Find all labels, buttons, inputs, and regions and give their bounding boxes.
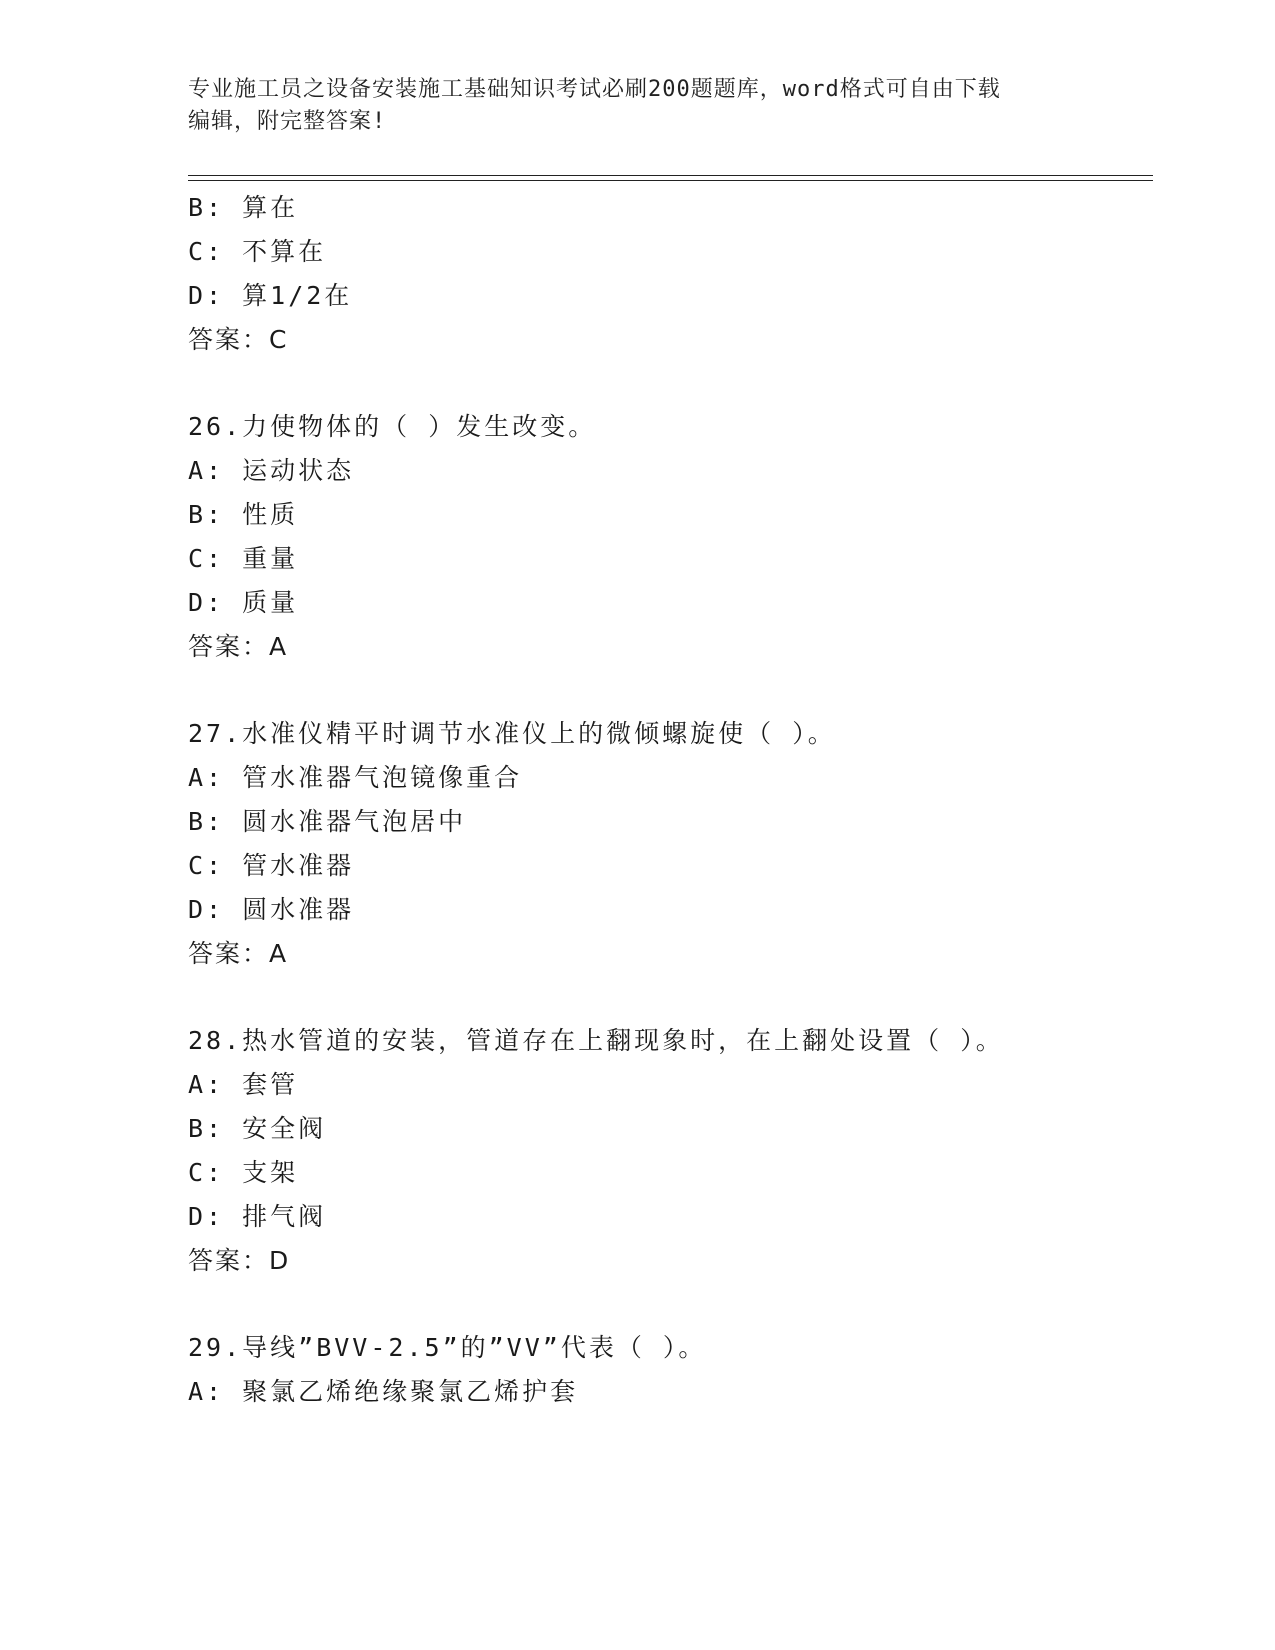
q26-question: 26.力使物体的（ ）发生改变。	[188, 412, 597, 441]
q27-answer: 答案：A	[188, 939, 289, 968]
q27-option-a: A: 管水准器气泡镜像重合	[188, 763, 523, 792]
q26-option-a: A: 运动状态	[188, 456, 355, 485]
q25-option-b: B: 算在	[188, 193, 299, 222]
header-line-1: 专业施工员之设备安装施工基础知识考试必刷200题题库，word格式可自由下载	[188, 77, 1001, 102]
q28-option-c: C: 支架	[188, 1158, 299, 1187]
q28-option-b: B: 安全阀	[188, 1114, 327, 1143]
q28-answer: 答案：D	[188, 1246, 291, 1275]
q25-answer: 答案：C	[188, 325, 289, 354]
q26-option-b: B: 性质	[188, 500, 299, 529]
q29-question: 29.导线”BVV-2.5”的”VV”代表（ ）。	[188, 1333, 707, 1362]
q26-option-d: D: 质量	[188, 588, 299, 617]
q27-option-c: C: 管水准器	[188, 851, 355, 880]
header-divider-top	[188, 175, 1153, 176]
q27-question: 27.水准仪精平时调节水准仪上的微倾螺旋使（ ）。	[188, 719, 836, 748]
header-divider-bottom	[188, 180, 1153, 181]
q29-option-a: A: 聚氯乙烯绝缘聚氯乙烯护套	[188, 1377, 579, 1406]
q28-option-a: A: 套管	[188, 1070, 299, 1099]
q26-option-c: C: 重量	[188, 544, 299, 573]
q28-question: 28.热水管道的安装，管道存在上翻现象时，在上翻处设置（ ）。	[188, 1026, 1004, 1055]
q26-answer: 答案：A	[188, 632, 289, 661]
q25-option-d: D: 算1/2在	[188, 281, 353, 310]
q27-option-b: B: 圆水准器气泡居中	[188, 807, 467, 836]
q27-option-d: D: 圆水准器	[188, 895, 355, 924]
q25-option-c: C: 不算在	[188, 237, 327, 266]
q28-option-d: D: 排气阀	[188, 1202, 327, 1231]
document-header	[188, 74, 1088, 138]
header-line-2: 编辑，附完整答案!	[188, 109, 387, 134]
